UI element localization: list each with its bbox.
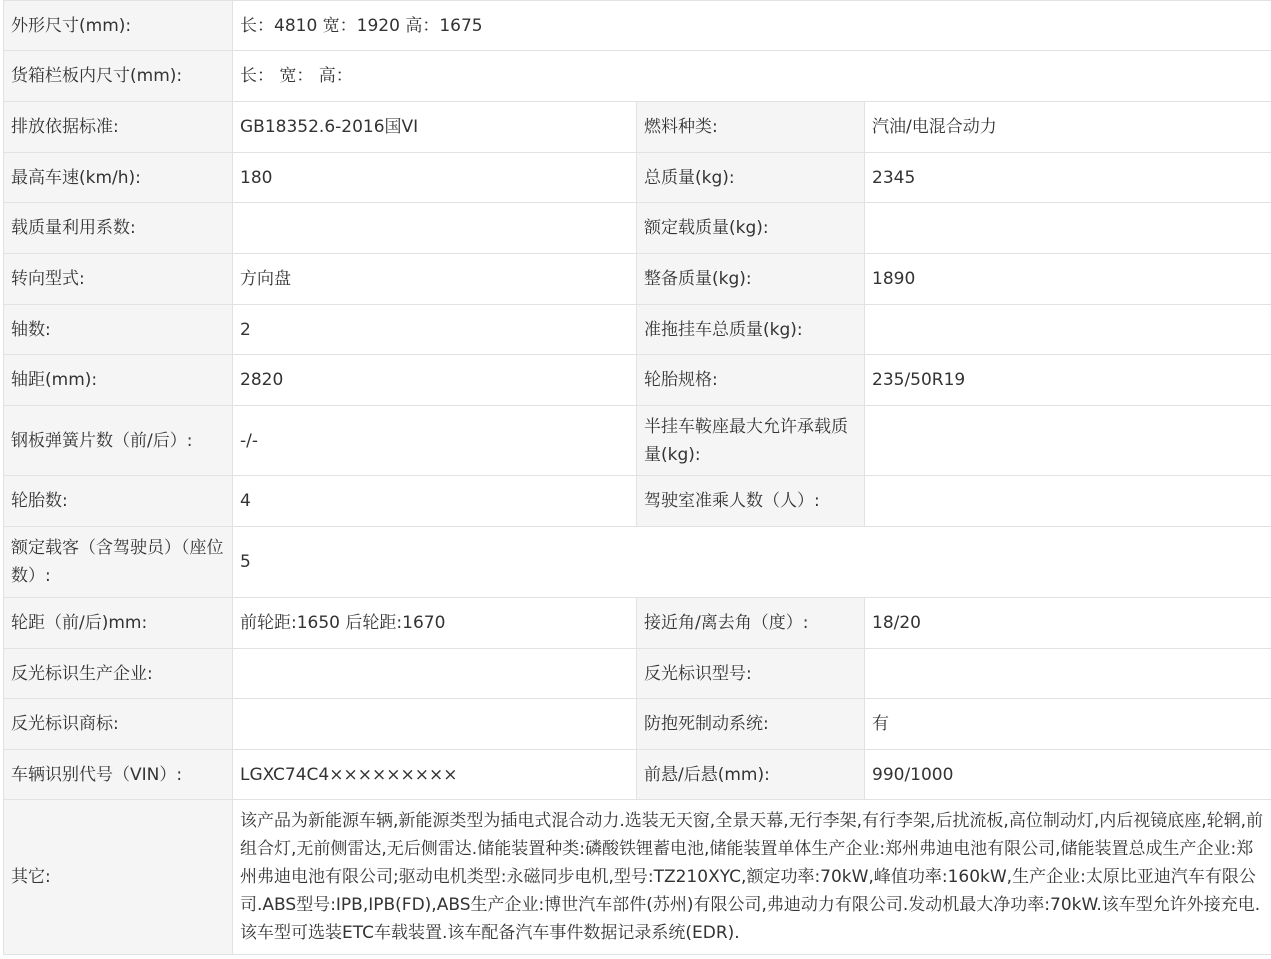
spec-label: 排放依据标准: [4, 102, 233, 153]
spec-value: 2820 [233, 355, 637, 406]
spec-value [865, 406, 1271, 476]
spec-label: 总质量(kg): [637, 153, 865, 203]
spec-label: 货箱栏板内尺寸(mm): [4, 51, 233, 102]
table-row [4, 527, 1271, 598]
spec-label: 准拖挂车总质量(kg): [637, 305, 865, 355]
spec-label: 半挂车鞍座最大允许承载质量(kg): [637, 406, 865, 476]
table-row [4, 254, 1271, 305]
table-row [4, 305, 1271, 355]
spec-value: 2 [233, 305, 637, 355]
spec-value: 长：4810 宽：1920 高：1675 [233, 1, 1271, 51]
spec-label: 额定载客（含驾驶员）（座位数）: [4, 527, 233, 598]
vehicle-spec-table [3, 0, 1271, 955]
spec-label: 车辆识别代号（VIN）: [4, 750, 233, 800]
spec-value: -/- [233, 406, 637, 476]
spec-value: 235/50R19 [865, 355, 1271, 406]
table-row [4, 649, 1271, 699]
spec-value: 方向盘 [233, 254, 637, 305]
spec-value [233, 649, 637, 699]
spec-value [865, 649, 1271, 699]
spec-label: 反光标识商标: [4, 699, 233, 750]
spec-value: 5 [233, 527, 1271, 598]
spec-label: 反光标识型号: [637, 649, 865, 699]
table-row [4, 476, 1271, 527]
spec-value [865, 476, 1271, 527]
table-row [4, 102, 1271, 153]
table-row [4, 1, 1271, 51]
spec-value: 18/20 [865, 598, 1271, 649]
spec-value: 990/1000 [865, 750, 1271, 800]
spec-label: 前悬/后悬(mm): [637, 750, 865, 800]
spec-label: 反光标识生产企业: [4, 649, 233, 699]
spec-label: 驾驶室准乘人数（人）: [637, 476, 865, 527]
table-row [4, 800, 1271, 955]
spec-value [233, 203, 637, 254]
spec-value: GB18352.6-2016国VI [233, 102, 637, 153]
spec-value: 长： 宽： 高： [233, 51, 1271, 102]
spec-value [865, 203, 1271, 254]
spec-label: 转向型式: [4, 254, 233, 305]
table-row [4, 750, 1271, 800]
spec-label: 燃料种类: [637, 102, 865, 153]
spec-label: 钢板弹簧片数（前/后）: [4, 406, 233, 476]
spec-value: 4 [233, 476, 637, 527]
table-row [4, 51, 1271, 102]
spec-value [233, 699, 637, 750]
spec-value: 1890 [865, 254, 1271, 305]
table-row [4, 406, 1271, 476]
spec-label: 其它: [4, 800, 233, 955]
table-row [4, 355, 1271, 406]
spec-value-notes: 该产品为新能源车辆,新能源类型为插电式混合动力.选装无天窗,全景天幕,无行李架,有行李架,后扰流板,高位制动灯,内后视镜底座,轮辋,前组合灯,无前侧雷达,无后侧雷达.储能装置种类:磷酸铁锂蓄电池,储能装置单体生产企业:郑州弗迪电池有限公司,储能装置总成生产企业:郑州弗迪电池有限公司;驱动电机类型:永磁同步电机,型号:TZ210XYC,额定功率:70kW,峰值功率:160kW,生产企业:太原比亚迪汽车有限公司.ABS型号:IPB,IPB(FD),ABS生产企业:博世汽车部件(苏州)有限公司,弗迪动力有限公司.发动机最大净功率:70kW.该车型允许外接充电.该车型可选装ETC车载装置.该车配备汽车事件数据记录系统(EDR). [233, 800, 1271, 955]
spec-label: 最高车速(km/h): [4, 153, 233, 203]
table-row [4, 153, 1271, 203]
spec-label: 轴距(mm): [4, 355, 233, 406]
spec-value: 前轮距:1650 后轮距:1670 [233, 598, 637, 649]
spec-label: 接近角/离去角（度）: [637, 598, 865, 649]
spec-label: 轮距（前/后)mm: [4, 598, 233, 649]
spec-value: 汽油/电混合动力 [865, 102, 1271, 153]
table-row [4, 203, 1271, 254]
spec-value: 有 [865, 699, 1271, 750]
spec-label: 轮胎规格: [637, 355, 865, 406]
spec-label: 额定载质量(kg): [637, 203, 865, 254]
spec-value: 180 [233, 153, 637, 203]
spec-value: 2345 [865, 153, 1271, 203]
spec-label: 整备质量(kg): [637, 254, 865, 305]
spec-label: 外形尺寸(mm): [4, 1, 233, 51]
table-row [4, 598, 1271, 649]
spec-label: 轴数: [4, 305, 233, 355]
table-row [4, 699, 1271, 750]
spec-label: 防抱死制动系统: [637, 699, 865, 750]
spec-value [865, 305, 1271, 355]
spec-label: 载质量利用系数: [4, 203, 233, 254]
spec-label: 轮胎数: [4, 476, 233, 527]
spec-value: LGXC74C4××××××××× [233, 750, 637, 800]
